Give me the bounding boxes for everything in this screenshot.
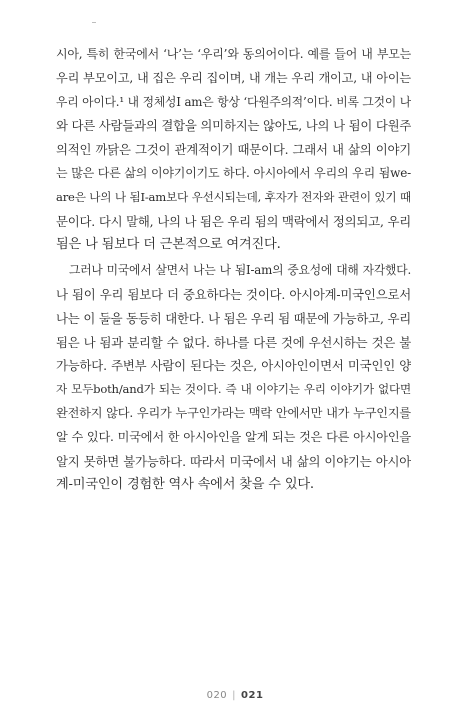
text-line: 나 됨이 우리 됨보다 더 중요하다는 것이다. 아시아계-미국인으로서 (56, 286, 411, 302)
text-line: 가능하다. 주변부 사람이 된다는 것은, 아시아인이면서 미국인인 양 (56, 358, 411, 374)
text-line: 는 많은 다른 삶의 이야기이기도 하다. 아시아에서 우리의 우리 됨we- (56, 165, 411, 180)
text-line: 됨은 나 됨보다 더 근본적으로 여겨진다. (56, 237, 281, 253)
text-line: 나는 이 둘을 동등히 대한다. 나 됨은 우리 됨 때문에 가능하고, 우리 (56, 310, 411, 326)
text-line: 우리 부모이고, 내 집은 우리 집이며, 내 개는 우리 개이고, 내 아이는 (56, 70, 411, 85)
text-line: 시아, 특히 한국에서 ‘나’는 ‘우리’와 동의어이다. 예를 들어 내 부모는 (56, 47, 411, 61)
text-line: 완전하지 않다. 우리가 누구인가라는 맥락 안에서만 내가 누구인지를 (56, 405, 411, 420)
page-number-footer (0, 690, 470, 701)
text-line: 그러나 미국에서 살면서 나는 나 됨I-am의 중요성에 대해 자각했다. (69, 263, 411, 278)
page-separator: | (232, 690, 237, 701)
text-line: 알지 못하면 불가능하다. 따라서 미국에서 내 삶의 이야기는 아시아 (56, 453, 411, 469)
body-text (56, 43, 411, 497)
right-page-number: 021 (241, 690, 264, 701)
text-line: 됨은 나 됨과 분리할 수 없다. 하나를 다른 것에 우선시하는 것은 불 (56, 334, 411, 350)
text-line: 문이다. 다시 말해, 나의 나 됨은 우리 됨의 맥락에서 정의되고, 우리 (56, 213, 411, 229)
text-line: 우리 아이다.¹ 내 정체성I am은 항상 ‘다원주의적’이다. 비록 그것이 나 (56, 94, 411, 109)
paragraph-2 (56, 259, 411, 497)
text-line: 와 다른 사람들과의 결합을 의미하지는 않아도, 나의 나 됨이 다원주 (56, 118, 411, 134)
text-line: 알 수 있다. 미국에서 한 아시아인을 알게 되는 것은 다른 아시아인을 (56, 429, 411, 444)
left-page-number: 020 (206, 690, 228, 701)
text-line: are은 나의 나 됨I-am보다 우선시되는데, 후자가 전자와 관련이 있기 때 (56, 189, 411, 204)
text-line: 계-미국인이 경험한 역사 속에서 찾을 수 있다. (56, 477, 314, 493)
page-mark (92, 22, 96, 23)
paragraph-1 (56, 43, 411, 257)
text-line: 의적인 까닭은 그것이 관계적이기 때문이다. 그래서 내 삶의 이야기 (56, 142, 411, 158)
text-line: 자 모두both/and가 되는 것이다. 즉 내 이야기는 우리 이야기가 없다면 (56, 382, 411, 397)
